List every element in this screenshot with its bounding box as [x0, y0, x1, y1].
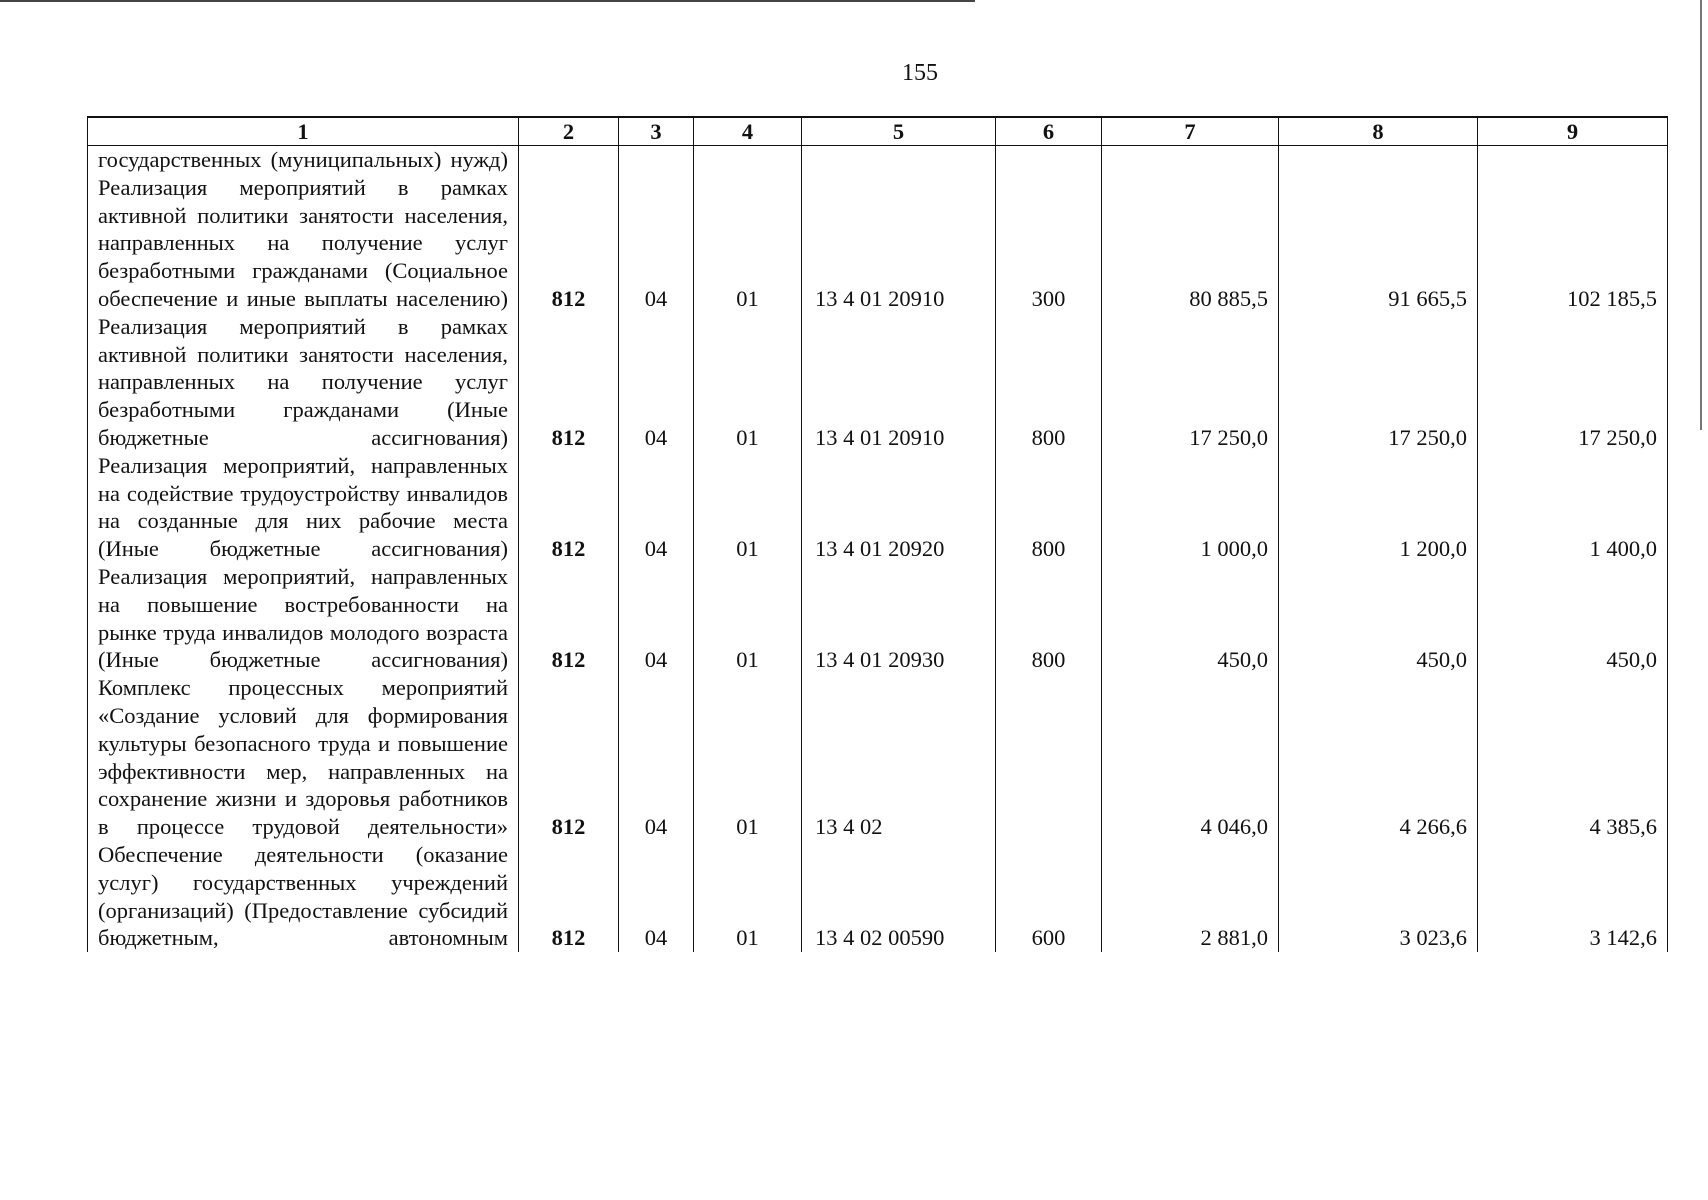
- header-col-5: 5: [802, 117, 996, 146]
- cell-expense-type: [996, 146, 1102, 174]
- scan-right-border: [1700, 0, 1702, 430]
- cell-amount-col9: 4 385,6: [1478, 674, 1668, 841]
- cell-expense-type: 800: [996, 313, 1102, 452]
- row-description: государственных (муниципальных) нужд): [88, 146, 519, 174]
- cell-amount-col8: [1279, 146, 1478, 174]
- cell-code: 812: [519, 452, 619, 563]
- cell-code: 812: [519, 841, 619, 952]
- cell-amount-col9: 3 142,6: [1478, 841, 1668, 952]
- cell-amount-col7: [1102, 146, 1279, 174]
- page-number: 155: [902, 60, 938, 86]
- cell-section: 04: [619, 674, 694, 841]
- cell-amount-col8: 17 250,0: [1279, 313, 1478, 452]
- header-col-3: 3: [619, 117, 694, 146]
- cell-code: 812: [519, 674, 619, 841]
- cell-subsection: 01: [694, 674, 802, 841]
- cell-expense-type: 800: [996, 452, 1102, 563]
- row-description: Реализация мероприятий в рамках активной политики занятости населения, направленных на получение услуг безработными гражданами (Социальное обеспечение и иные выплаты населению): [88, 174, 519, 313]
- table-row: [88, 452, 1668, 563]
- header-col-8: 8: [1279, 117, 1478, 146]
- cell-subsection: 01: [694, 313, 802, 452]
- cell-amount-col7: 80 885,5: [1102, 174, 1279, 313]
- cell-section: 04: [619, 841, 694, 952]
- cell-amount-col8: 3 023,6: [1279, 841, 1478, 952]
- row-description: Комплекс процессных мероприятий «Создание условий для формирования культуры безопасного труда и повышение эффективности мер, направленных на сохранение жизни и здоровья работников в процессе трудовой деятельности»: [88, 674, 519, 841]
- cell-amount-col9: 1 400,0: [1478, 452, 1668, 563]
- header-col-4: 4: [694, 117, 802, 146]
- cell-amount-col8: 91 665,5: [1279, 174, 1478, 313]
- table-row: [88, 841, 1668, 952]
- cell-subsection: 01: [694, 841, 802, 952]
- cell-target-article: [802, 146, 996, 174]
- table-row: [88, 563, 1668, 674]
- row-description: Обеспечение деятельности (оказание услуг) государственных учреждений (организаций) (Предоставление субсидий бюджетным, автономным: [88, 841, 519, 952]
- row-description: Реализация мероприятий, направленных на повышение востребованности на рынке труда инвалидов молодого возраста (Иные бюджетные ассигнования): [88, 563, 519, 674]
- cell-section: 04: [619, 313, 694, 452]
- cell-section: [619, 146, 694, 174]
- header-col-2: 2: [519, 117, 619, 146]
- table-row: [88, 313, 1668, 452]
- cell-expense-type: [996, 674, 1102, 841]
- cell-amount-col9: 17 250,0: [1478, 313, 1668, 452]
- cell-amount-col9: 102 185,5: [1478, 174, 1668, 313]
- cell-subsection: 01: [694, 563, 802, 674]
- cell-amount-col8: 1 200,0: [1279, 452, 1478, 563]
- cell-expense-type: 600: [996, 841, 1102, 952]
- cell-amount-col8: 450,0: [1279, 563, 1478, 674]
- cell-amount-col7: 450,0: [1102, 563, 1279, 674]
- cell-amount-col7: 17 250,0: [1102, 313, 1279, 452]
- header-col-1: 1: [88, 117, 519, 146]
- cell-expense-type: 300: [996, 174, 1102, 313]
- cell-target-article: 13 4 02 00590: [802, 841, 996, 952]
- cell-target-article: 13 4 01 20930: [802, 563, 996, 674]
- cell-amount-col7: 4 046,0: [1102, 674, 1279, 841]
- cell-code: [519, 146, 619, 174]
- table-row: [88, 174, 1668, 313]
- cell-amount-col8: 4 266,6: [1279, 674, 1478, 841]
- table-row: [88, 674, 1668, 841]
- header-col-6: 6: [996, 117, 1102, 146]
- cell-code: 812: [519, 174, 619, 313]
- cell-code: 812: [519, 313, 619, 452]
- cell-code: 812: [519, 563, 619, 674]
- cell-section: 04: [619, 174, 694, 313]
- table-row: [88, 146, 1668, 174]
- cell-amount-col9: [1478, 146, 1668, 174]
- cell-section: 04: [619, 563, 694, 674]
- row-description: Реализация мероприятий в рамках активной политики занятости населения, направленных на получение услуг безработными гражданами (Иные бюджетные ассигнования): [88, 313, 519, 452]
- cell-target-article: 13 4 02: [802, 674, 996, 841]
- cell-target-article: 13 4 01 20910: [802, 313, 996, 452]
- cell-amount-col7: 1 000,0: [1102, 452, 1279, 563]
- cell-target-article: 13 4 01 20920: [802, 452, 996, 563]
- cell-expense-type: 800: [996, 563, 1102, 674]
- cell-subsection: 01: [694, 452, 802, 563]
- budget-table: [87, 116, 1668, 952]
- cell-section: 04: [619, 452, 694, 563]
- table-header-row: [88, 117, 1668, 146]
- header-col-7: 7: [1102, 117, 1279, 146]
- header-col-9: 9: [1478, 117, 1668, 146]
- cell-subsection: 01: [694, 174, 802, 313]
- cell-amount-col7: 2 881,0: [1102, 841, 1279, 952]
- cell-target-article: 13 4 01 20910: [802, 174, 996, 313]
- cell-amount-col9: 450,0: [1478, 563, 1668, 674]
- row-description: Реализация мероприятий, направленных на содействие трудоустройству инвалидов на созданные для них рабочие места (Иные бюджетные ассигнования): [88, 452, 519, 563]
- scan-top-border: [0, 0, 975, 2]
- cell-subsection: [694, 146, 802, 174]
